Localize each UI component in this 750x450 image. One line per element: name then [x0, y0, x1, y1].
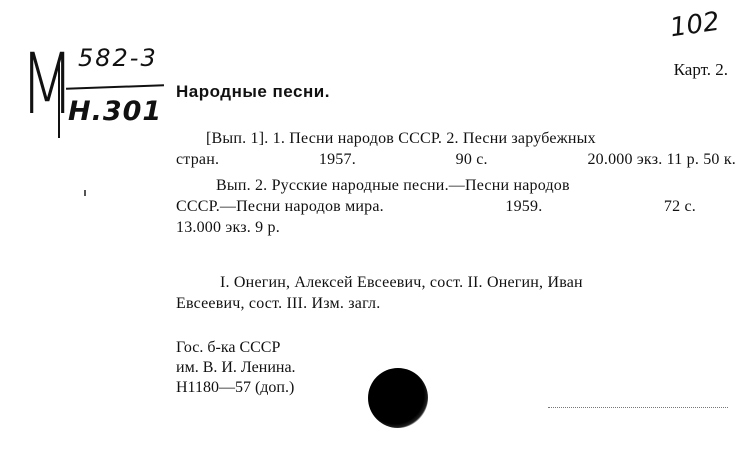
- volume-1-line-1: [Вып. 1]. 1. Песни народов СССР. 2. Песни зарубежных: [206, 130, 596, 147]
- tracing-entry: [176, 272, 583, 314]
- card-number: Карт. 2.: [673, 60, 728, 79]
- library-line-3: Н1180—57 (доп.): [176, 379, 295, 396]
- card-title: Народные песни.: [176, 82, 330, 101]
- tracing-line-1: I. Онегин, Алексей Евсеевич, сост. II. Онегин, Иван: [220, 274, 583, 291]
- volume-1-entry: [176, 128, 736, 170]
- volume-2-line-3: 13.000 экз. 9 р.: [176, 219, 280, 236]
- shelfmark-stroke: [58, 60, 60, 138]
- scan-mark: [84, 190, 86, 196]
- shelfmark-top: 582-3: [78, 44, 158, 72]
- accession-number: 102: [668, 6, 722, 44]
- punch-hole-blot: [368, 368, 428, 428]
- volume-1-line-2: [176, 149, 736, 170]
- volume-1-place: стран.: [176, 151, 220, 168]
- scan-speck: [548, 407, 728, 409]
- volume-2-line-1: Вып. 2. Русские народные песни.—Песни народов: [216, 177, 570, 194]
- volume-1-year: 1957.: [318, 151, 356, 168]
- volume-2-year: 1959.: [505, 198, 543, 215]
- volume-2-series: СССР.—Песни народов мира.: [176, 198, 384, 215]
- volume-2-pages: 72 с.: [663, 198, 696, 215]
- library-line-2: им. В. И. Ленина.: [176, 359, 296, 376]
- shelfmark-divider: [66, 84, 164, 89]
- library-imprint: [176, 338, 296, 398]
- volume-2-entry: [176, 175, 696, 238]
- shelfmark-letter: М: [20, 35, 75, 133]
- shelfmark-bottom: Н.301: [68, 96, 163, 127]
- volume-1-print-run: 20.000 экз. 11 р. 50 к.: [587, 151, 736, 168]
- library-line-1: Гос. б-ка СССР: [176, 339, 281, 356]
- tracing-line-2: Евсеевич, сост. III. Изм. загл.: [176, 295, 381, 312]
- volume-1-pages: 90 с.: [455, 151, 488, 168]
- volume-2-line-2: [176, 196, 696, 217]
